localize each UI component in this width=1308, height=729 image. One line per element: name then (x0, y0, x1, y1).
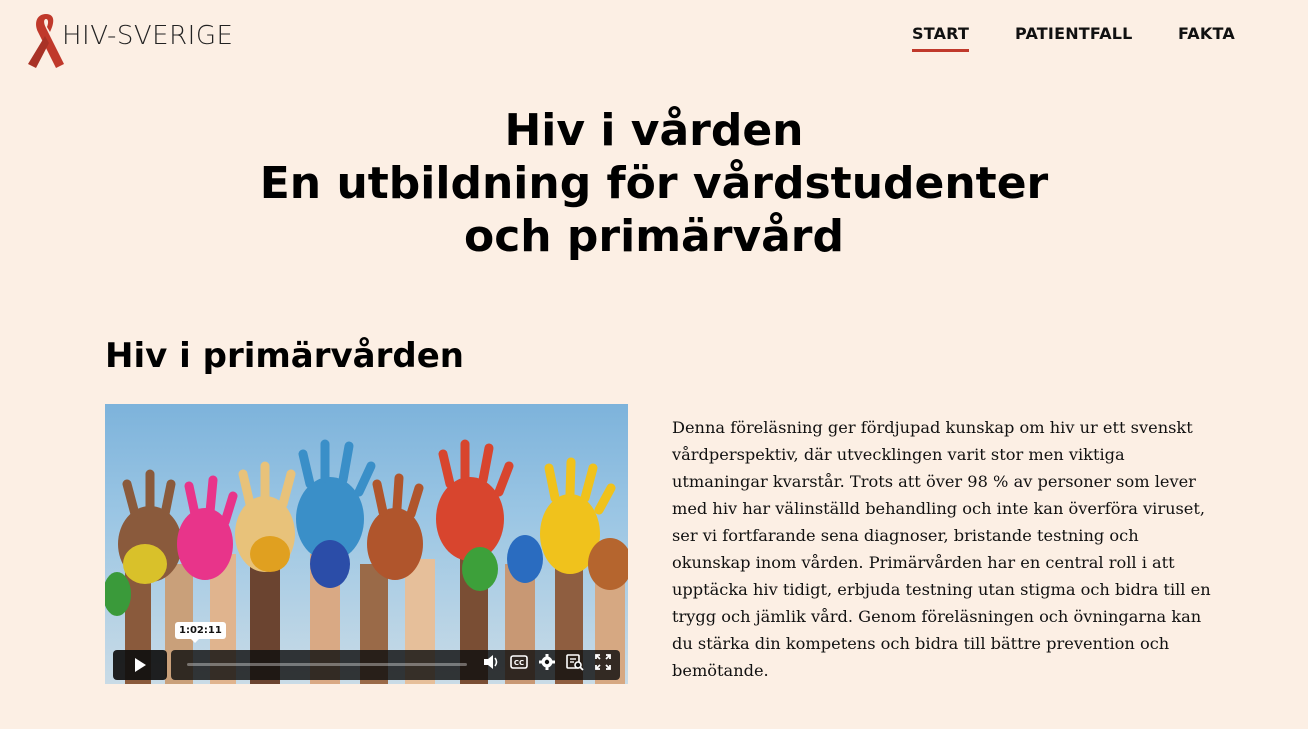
section-title: Hiv i primärvården (105, 336, 464, 376)
main-nav (0, 24, 1308, 64)
section-description: Denna föreläsning ger fördjupad kunskap om hiv ur ett svenskt vårdperspektiv, där utvecklingen varit stor men viktiga utmaningar kvarstår. Trots att över 98 % av personer som lever med hiv har välinställd behandling och inte kan överföra viruset, ser vi fortfarande sena diagnoser, bristande testning och okunskap inom vården. Primärvården har en central roll i att upptäcka hiv tidigt, erbjuda testning utan stigma och bidra till en trygg och jämlik vård. Genom föreläsningen och övningarna kan du stärka din kompetens och bidra till bättre prevention och bemötande. (672, 418, 1211, 680)
settings-icon (538, 653, 556, 671)
captions-button[interactable] (509, 652, 529, 672)
video-controls (113, 625, 620, 676)
play-button[interactable] (113, 650, 167, 680)
page-title-line-2: En utbildning för vårdstudenter (259, 158, 1049, 209)
nav-item-patientfall[interactable] (1015, 24, 1133, 43)
fullscreen-button[interactable] (593, 652, 613, 672)
volume-icon (482, 653, 500, 671)
active-indicator (912, 49, 969, 52)
settings-button[interactable] (537, 652, 557, 672)
video-thumbnail (105, 404, 628, 684)
nav-item-label: FAKTA (1178, 24, 1235, 43)
nav-item-start[interactable] (912, 24, 969, 52)
video-timecode: 1:02:11 (175, 622, 226, 639)
svg-text:CC: CC (513, 659, 525, 667)
watch-later-button[interactable] (565, 652, 585, 672)
watch-later-icon (566, 653, 584, 671)
video-control-bar (171, 650, 620, 680)
play-icon (132, 657, 148, 673)
logo-text: HIV-SVERIGE (62, 21, 234, 51)
video-progress-bar[interactable] (187, 663, 467, 666)
fullscreen-icon (595, 654, 611, 670)
nav-item-label: PATIENTFALL (1015, 24, 1133, 43)
nav-item-fakta[interactable] (1178, 24, 1235, 43)
video-player[interactable] (105, 404, 628, 684)
page-title (0, 104, 1308, 263)
page-title-line-3: och primärvård (463, 211, 845, 262)
captions-icon (510, 655, 528, 669)
page-title-line-1: Hiv i vården (504, 105, 804, 156)
volume-button[interactable] (481, 652, 501, 672)
nav-item-label: START (912, 24, 970, 43)
